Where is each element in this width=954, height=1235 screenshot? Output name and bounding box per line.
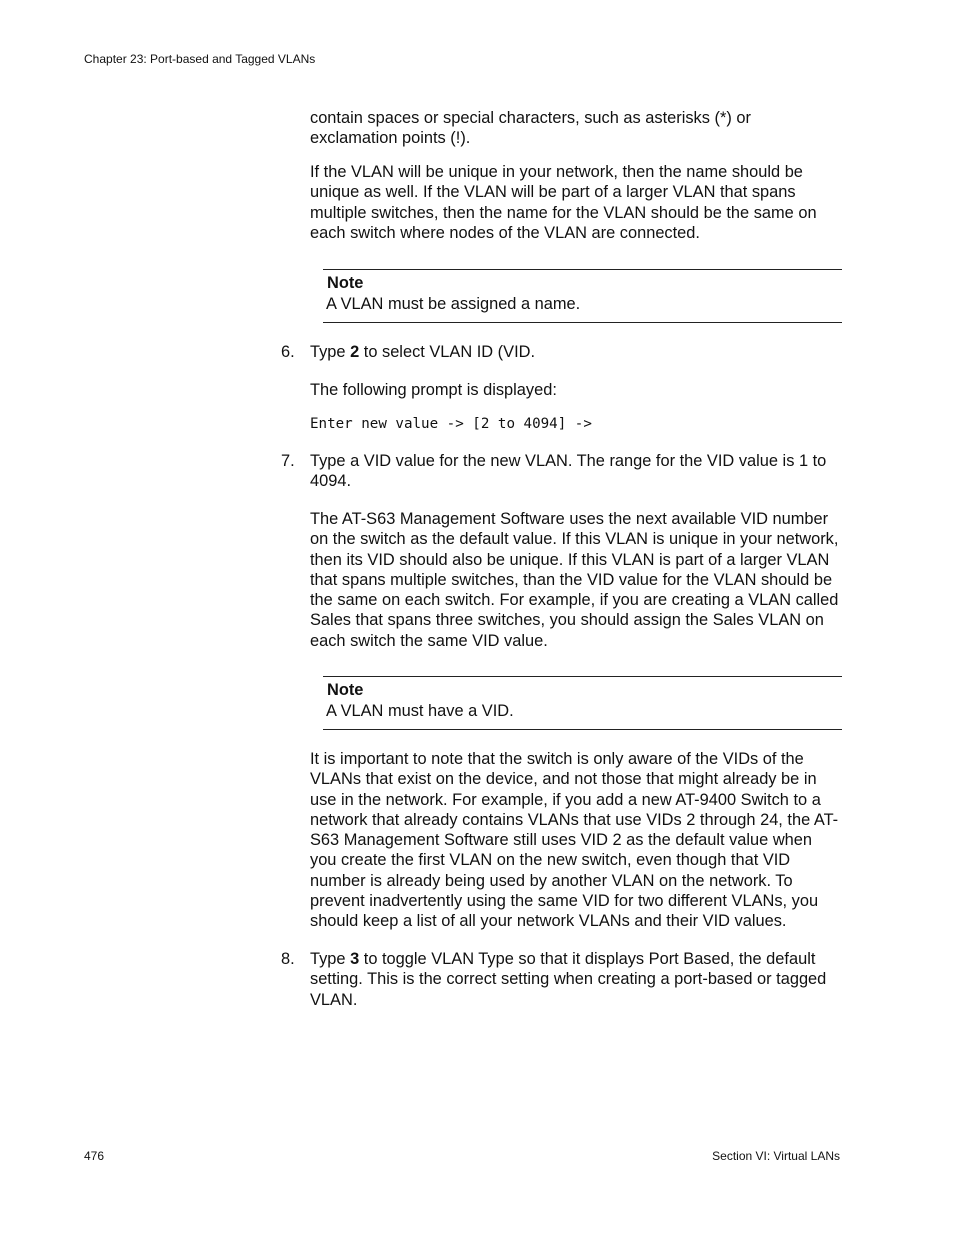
step-text-before: Type (310, 343, 351, 361)
step-key: 3 (350, 950, 360, 968)
step-text-after: to toggle VLAN Type so that it displays Port Based, the default setting. This is the correct setting when creating a port-based or tagged VLAN. (310, 950, 827, 1009)
paragraph-important: It is important to note that the switch is only aware of the VIDs of the VLANs that exist on the device, and not those that might already be in use in the network. For example, if you add a new AT-9400 Switch to a network that already contains VLANs that use VIDs 2 through 24, the AT-S63 Management Software still uses VID 2 as the default value when you create the first VLAN on the new switch, even though that VID number is already being used by another VLAN on the network. To prevent inadvertently using the same VID for two different VLANs, you should keep a list of all your network VLANs and their VID values. (310, 750, 839, 931)
note-title: Note (327, 681, 364, 699)
paragraph-vid-default: The AT-S63 Management Software uses the next available VID number on the switch as the default value. If this VLAN is unique in your network, then its VID should also be unique. If this VLAN is part of a larger VLAN that spans multiple switches, than the VID value for the VLAN should be the same on each switch. For example, if you are creating a VLAN called Sales that spans three switches, you should assign the Sales VLAN on each switch the same VID value. (310, 510, 839, 650)
step-text-before: Type (310, 950, 351, 968)
running-footer-section: Section VI: Virtual LANs (712, 1149, 840, 1163)
note-box-vid (323, 676, 842, 730)
code-prompt: Enter new value -> [2 to 4094] -> (310, 416, 592, 432)
step-text (310, 342, 842, 362)
paragraph-unique-name: If the VLAN will be unique in your network, then the name should be unique as well. If the VLAN will be part of a larger VLAN that spans multiple switches, then the name for the VLAN should be the same on each switch where nodes of the VLAN are connected. (310, 163, 817, 242)
note-text: A VLAN must have a VID. (326, 702, 514, 720)
paragraph-continued: contain spaces or special characters, such as asterisks (*) or exclamation points (!). (310, 109, 751, 148)
step-key: 2 (350, 343, 360, 361)
note-title: Note (327, 274, 364, 292)
step-text: Type a VID value for the new VLAN. The range for the VID value is 1 to 4094. (310, 452, 827, 491)
note-text: A VLAN must be assigned a name. (326, 295, 581, 313)
step-text-after: to select VLAN ID (VID. (359, 343, 536, 361)
paragraph-prompt: The following prompt is displayed: (310, 381, 557, 399)
note-box-name (323, 269, 842, 323)
page-number: 476 (84, 1149, 105, 1163)
step-number: 6. (281, 343, 295, 361)
step-text (310, 949, 842, 1010)
step-number: 8. (281, 950, 295, 968)
step-number: 7. (281, 452, 295, 470)
running-header: Chapter 23: Port-based and Tagged VLANs (84, 52, 316, 66)
